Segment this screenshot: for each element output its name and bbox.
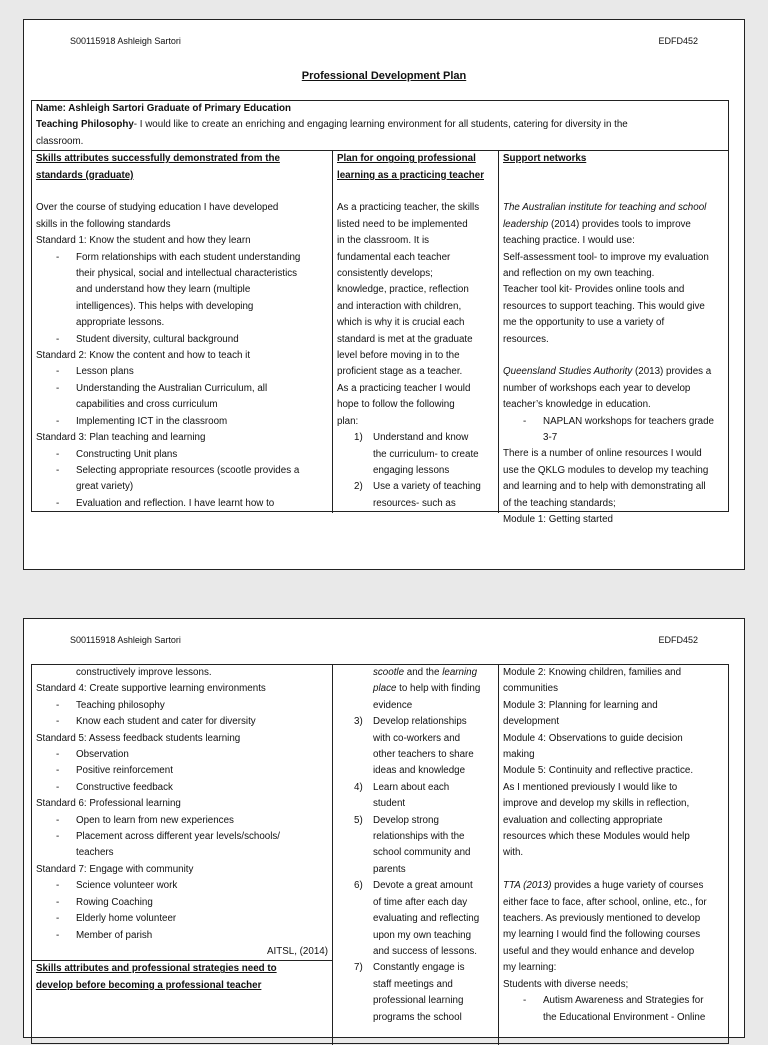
bullet-item: - Rowing Coaching: [36, 895, 328, 911]
list-continuation: student: [373, 798, 406, 810]
text-line: listed need to be implemented: [337, 218, 468, 230]
list-continuation: engaging lessons: [373, 464, 450, 476]
bullet-item: - Student diversity, cultural background: [36, 332, 328, 348]
item-number: 1): [354, 432, 363, 444]
teaching-philosophy-cont: classroom.: [36, 135, 84, 147]
text-line: my learning:: [503, 962, 557, 974]
bullet-item: - Selecting appropriate resources (scootle provides a: [36, 463, 328, 479]
list-continuation: ideas and knowledge: [373, 765, 466, 777]
list-continuation: staff meetings and: [373, 978, 453, 990]
bullet-item: - Observation: [36, 747, 328, 763]
bullet-item: - Evaluation and reflection. I have learnt how to: [36, 496, 328, 512]
text-line: Standard 7: Engage with community: [36, 863, 194, 875]
list-continuation: upon my own teaching: [373, 929, 472, 941]
bullet-item: - Placement across different year levels/schools/: [36, 829, 328, 845]
support-column: [499, 151, 728, 526]
bullet-item: - Science volunteer work: [36, 878, 328, 894]
blank-line: [503, 184, 724, 200]
header-student-id: S00115918 Ashleigh Sartori: [70, 635, 181, 645]
bullet-item: - Autism Awareness and Strategies for: [503, 993, 724, 1009]
text-line: As a practicing teacher, the skills: [337, 202, 480, 214]
text-line: consistently develops;: [337, 268, 433, 280]
skills-column: [32, 665, 333, 1045]
item-text: Develop strong: [373, 814, 439, 826]
item-text: Devote a great amount: [373, 880, 473, 892]
bullet-item: - Lesson plans: [36, 364, 328, 380]
text-line: plan:: [337, 415, 359, 427]
text-line: which is why it is crucial each: [337, 317, 465, 329]
bullet-item: - Teaching philosophy: [36, 698, 328, 714]
source-title: leadership: [503, 218, 549, 230]
text-line: me the opportunity to use a variety of: [503, 317, 665, 329]
text-line: and learning and to help with demonstrating all: [503, 481, 706, 493]
text-line: Standard 5: Assess feedback students learning: [36, 732, 241, 744]
bullet-item: - Open to learn from new experiences: [36, 813, 328, 829]
bullet-continuation: constructively improve lessons.: [76, 667, 212, 678]
text-line: (2013) provides a: [632, 366, 712, 378]
text-line: and reflection on my own teaching.: [503, 268, 655, 280]
section-heading: develop before becoming a professional teacher: [36, 979, 262, 991]
citation-line: [503, 217, 724, 233]
item-number: 2): [354, 481, 363, 493]
bullet-continuation: 3-7: [543, 432, 558, 444]
plan-column: [333, 665, 499, 1045]
name-section: [32, 101, 728, 151]
header-course-code: EDFD452: [658, 36, 698, 46]
plan-column: Plan for ongoing professional learning as a practicing teacher As a practicing teacher, the skills listed need to be implemented in the classroom. It is fundamental each teacher consistently develops; knowledge, practice, reflection and interaction with children, which is why it is crucial each standard is met at the graduate level before moving in to the proficient stage as a teacher. As a practicing teacher I would hope to follow the following plan: 1) Understand and know the curriculum- to create engaging lessons 2) Use a variety of teaching resources- such as: [333, 151, 499, 513]
item-text: Learn about each: [373, 781, 450, 793]
bullet-item: - Positive reinforcement: [36, 763, 328, 779]
text-line: number of workshops each year to develop: [503, 382, 691, 394]
plan-table-continued: [31, 664, 729, 1044]
plan-table: [31, 100, 729, 526]
skills-column: Skills attributes successfully demonstrated from the standards (graduate) Over the course of studying education I have developed skills in the following standards Standard 1: Know the student and how they learn - Form relationships with each student understanding their physical, social and intellectual characteristics and understand how they learn (multiple intelligences). This helps with developing appropriate lessons. - Student diversity, cultural background Standard 2: Know the content and how to teach it - Lesson plans - Understanding the Australian Curriculum, all capabilities and cross curriculum - Implementing ICT in the classroom Standard 3: Plan teaching and learning - Constructing Unit plans - Selecting appropriate resources (scootle provides a great variety) - Evaluation and reflection. I have learnt how to: [32, 151, 333, 513]
item-number: 7): [354, 962, 363, 974]
bullet-item: - Member of parish: [36, 928, 328, 944]
numbered-item: [337, 714, 494, 730]
bullet-continuation: great variety): [76, 481, 134, 493]
text-line: (2014) provides tools to improve: [548, 218, 691, 230]
blank-line: [36, 184, 328, 200]
list-continuation: with co-workers and: [373, 732, 461, 744]
source-title: Queensland Studies Authority: [503, 366, 633, 378]
bullet-item: - Constructive feedback: [36, 780, 328, 796]
text-line: Standard 6: Professional learning: [36, 798, 181, 810]
text-line: proficient stage as a teacher.: [337, 366, 463, 378]
text-line: making: [503, 749, 535, 761]
item-number: 4): [354, 781, 363, 793]
text-line: with.: [503, 847, 524, 859]
text-line: Module 5: Continuity and reflective practice.: [503, 765, 694, 777]
text-line: useful and they would enhance and develop: [503, 945, 695, 957]
numbered-item: [337, 813, 494, 829]
bullet-item: - Elderly home volunteer: [36, 911, 328, 927]
text-line: Module 1: Getting started: [503, 514, 614, 526]
bullet-continuation: capabilities and cross curriculum: [76, 399, 218, 411]
list-continuation: evaluating and reflecting: [373, 913, 480, 925]
blank-line: [337, 184, 494, 200]
column-header-skills: Skills attributes successfully demonstrated from the: [36, 153, 280, 165]
list-continuation: [337, 681, 494, 697]
document-page-2: [23, 618, 745, 1038]
text-line: in the classroom. It is: [337, 235, 430, 247]
source-title: TTA (2013): [503, 880, 552, 892]
list-continuation: other teachers to share: [373, 749, 474, 761]
text-line: Self-assessment tool- to improve my evaluation: [503, 251, 709, 263]
document-page-1: [23, 19, 745, 570]
text-line: Module 3: Planning for learning and: [503, 699, 658, 711]
text-line: There is a number of online resources I would: [503, 448, 702, 460]
text-fragment: to help with finding: [396, 683, 481, 695]
text-line: evaluation and collecting appropriate: [503, 814, 663, 826]
item-number: 6): [354, 880, 363, 892]
document-title: Professional Development Plan: [301, 70, 467, 82]
list-continuation: [337, 665, 494, 681]
text-line: communities: [503, 683, 558, 695]
text-line: development: [503, 716, 560, 728]
citation-line: [503, 364, 724, 380]
text-line: standard is met at the graduate: [337, 333, 473, 345]
bullet-continuation: their physical, social and intellectual characteristics: [76, 268, 298, 280]
bullet-continuation: intelligences). This helps with developing: [76, 300, 254, 312]
text-line: Module 4: Observations to guide decision: [503, 732, 683, 744]
text-line: fundamental each teacher: [337, 251, 451, 263]
citation-line: [503, 200, 724, 216]
text-line: either face to face, after school, online, etc., for: [503, 896, 707, 908]
citation-line: [503, 878, 724, 894]
bullet-item: - Implementing ICT in the classroom: [36, 414, 328, 430]
text-line: teachers. As previously mentioned to develop: [503, 913, 701, 925]
list-continuation: resources- such as: [373, 497, 456, 509]
list-continuation: the curriculum- to create: [373, 448, 479, 460]
source-title: The Australian institute for teaching and school: [503, 202, 707, 214]
text-line: As I mentioned previously I would like to: [503, 781, 678, 793]
text-line: Standard 1: Know the student and how they learn: [36, 235, 251, 247]
text-line: Standard 2: Know the content and how to teach it: [36, 350, 251, 362]
teaching-philosophy: Teaching Philosophy- I would like to create an enriching and engaging learning environment for all students, catering for diversity in the: [36, 119, 628, 131]
item-text: Develop relationships: [373, 716, 467, 728]
numbered-item: [337, 479, 494, 495]
blank-line: [503, 862, 724, 878]
bullet-item: - NAPLAN workshops for teachers grade: [503, 414, 724, 430]
text-line: of the teaching standards;: [503, 497, 616, 509]
text-line: resources to support teaching. This would give: [503, 300, 705, 312]
citation: AITSL, (2014): [267, 945, 328, 957]
bullet-continuation: teachers: [76, 847, 114, 859]
text-line: Standard 4: Create supportive learning environments: [36, 683, 266, 695]
text-line: As a practicing teacher I would: [337, 382, 471, 394]
blank-line: [503, 348, 724, 364]
text-line: and interaction with children,: [337, 300, 462, 312]
item-text: Understand and know: [373, 432, 469, 444]
text-line: my learning I would find the following courses: [503, 929, 701, 941]
text-line: Standard 3: Plan teaching and learning: [36, 432, 206, 444]
text-line: knowledge, practice, reflection: [337, 284, 469, 296]
list-continuation: and success of lessons.: [373, 945, 478, 957]
text-line: teacher’s knowledge in education.: [503, 399, 651, 411]
list-continuation: professional learning: [373, 995, 464, 1007]
header-student-id: S00115918 Ashleigh Sartori: [70, 36, 181, 46]
header-course-code: EDFD452: [658, 635, 698, 645]
numbered-item: [337, 430, 494, 446]
text-line: level before moving in to the: [337, 350, 460, 362]
name-line: Name: Ashleigh Sartori Graduate of Primary Education: [36, 103, 291, 114]
item-text: Constantly engage is: [373, 962, 465, 974]
table-row: [32, 665, 728, 1045]
text-line: hope to follow the following: [337, 399, 455, 411]
text-line: teaching practice. I would use:: [503, 235, 635, 247]
resource-name: place: [373, 683, 397, 695]
column-header-support: Support networks: [503, 153, 587, 165]
text-line: provides a huge variety of courses: [551, 880, 704, 892]
item-number: 3): [354, 716, 363, 728]
section-heading: Skills attributes and professional strategies need to: [32, 960, 332, 977]
bullet-continuation: and understand how they learn (multiple: [76, 284, 251, 296]
text-line: use the QKLG modules to develop my teaching: [503, 464, 709, 476]
bullet-item: - Constructing Unit plans: [36, 447, 328, 463]
numbered-item: [337, 780, 494, 796]
text-line: skills in the following standards: [36, 218, 171, 230]
text-line: Over the course of studying education I have developed: [36, 202, 279, 214]
support-column: [499, 665, 728, 1045]
list-continuation: programs the school: [373, 1011, 462, 1023]
item-text: Use a variety of teaching: [373, 481, 481, 493]
table-row: [32, 151, 728, 526]
bullet-continuation: appropriate lessons.: [76, 317, 165, 329]
text-line: improve and develop my skills in reflection,: [503, 798, 690, 810]
list-continuation: relationships with the: [373, 831, 465, 843]
bullet-item: - Understanding the Australian Curriculum, all: [36, 381, 328, 397]
text-line: Teacher tool kit- Provides online tools and: [503, 284, 685, 296]
list-continuation: evidence: [373, 699, 413, 711]
item-number: 5): [354, 814, 363, 826]
list-continuation: parents: [373, 863, 406, 875]
list-continuation: school community and: [373, 847, 471, 859]
text-fragment: and the: [404, 667, 443, 678]
numbered-item: [337, 878, 494, 894]
bullet-item: - Know each student and cater for diversity: [36, 714, 328, 730]
bullet-item: - Form relationships with each student understanding: [36, 250, 328, 266]
list-continuation: of time after each day: [373, 896, 468, 908]
text-line: resources which these Modules would help: [503, 831, 690, 843]
numbered-item: [337, 960, 494, 976]
text-line: Students with diverse needs;: [503, 978, 629, 990]
resource-name: learning: [442, 667, 478, 678]
bullet-continuation: the Educational Environment - Online: [543, 1011, 706, 1023]
resource-name: scootle: [373, 667, 405, 678]
text-line: Module 2: Knowing children, families and: [503, 667, 682, 678]
column-header-plan: Plan for ongoing professional: [337, 153, 476, 165]
text-line: resources.: [503, 333, 549, 345]
